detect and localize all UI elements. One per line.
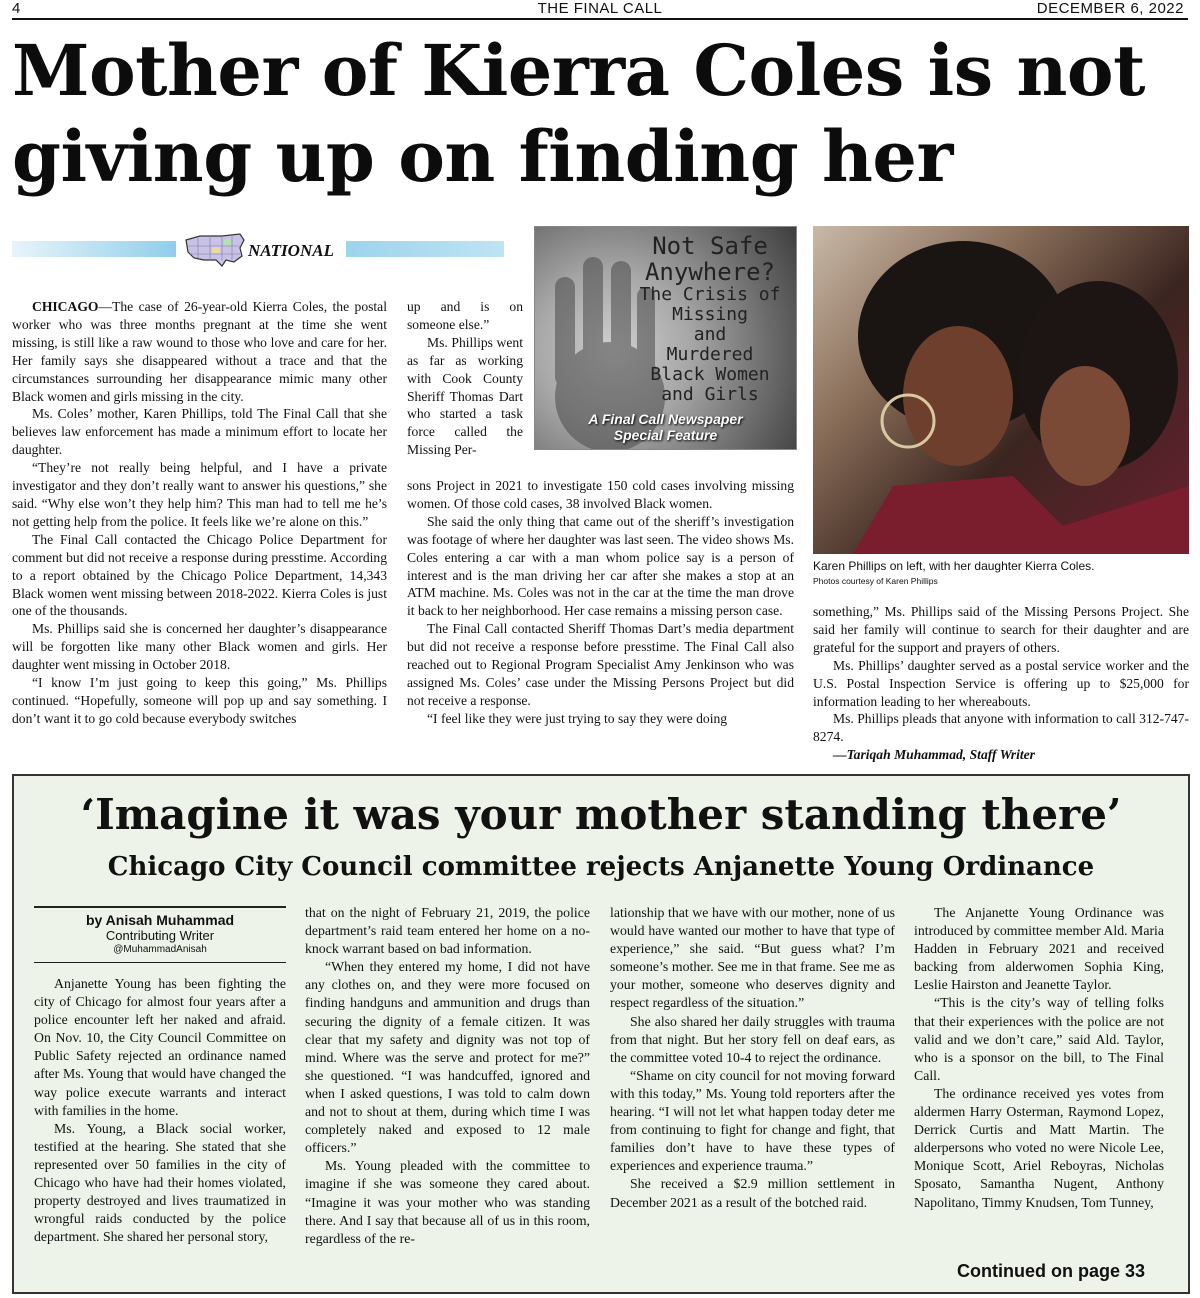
- story2-paragraph: Ms. Young pleaded with the committee to imagine if she was someone they cared about. “Imagine it was your mother who was standing there. And I say that because all of us in this room, regardless of the re-: [305, 1158, 590, 1246]
- story1-paragraph: “I feel like they were just trying to say they were doing: [427, 710, 728, 726]
- main-headline: Mother of Kierra Coles is not giving up on finding her: [12, 29, 1145, 198]
- story2-column-1: [34, 975, 286, 1246]
- story1-paragraph: The Final Call contacted Sheriff Thomas Dart’s media department but did not receive a response before presstime. The Final Call also reached out to Regional Program Specialist Amy Jenkinson who was assigned Ms. Coles’ case under the Missing Persons Project but did not receive a response.: [407, 621, 794, 708]
- story1-paragraph: The Final Call contacted the Chicago Police Department for comment but did not receive a response during presstime. According to a report obtained by the Chicago Police Department, 14,343 Black women went missing between 2018-2022. Kierra Coles is just one of the thousands.: [12, 531, 387, 619]
- story2-paragraph: lationship that we have with our mother, none of us would have wanted our mother to have that type of experience,” she said. “But guess what? I’m someone’s mother. See me in that frame. See me as your mother, someone who deserves dignity and respect regardless of the situation.”: [610, 905, 895, 1011]
- feature-title-line: Anywhere?: [644, 258, 776, 286]
- page-number: 4: [12, 0, 21, 17]
- byline-rule: [34, 962, 286, 963]
- byline-role: Contributing Writer: [105, 928, 215, 943]
- story2-paragraph: Ms. Young, a Black social worker, testified at the hearing. She stated that she represented over 50 families in the city of Chicago who have had their homes violated, property destroyed and lives traumatized in wrongful raids conducted by the police department. She shared her personal story,: [34, 1120, 286, 1245]
- feature-subtitle: [535, 411, 796, 443]
- story2-subhead: Chicago City Council committee rejects Anjanette Young Ordinance: [107, 852, 1095, 882]
- story1-column-1: [12, 298, 387, 728]
- photo-caption: Karen Phillips on left, with her daughter Kierra Coles.: [813, 559, 1095, 573]
- story1-paragraph: “They’re not really being helpful, and I have a private investigator and they don’t really want to answer his questions,” she said. “Why else won’t they help him? This man had to tell me he’s not getting help from the police. It feels like we’re alone on this.”: [12, 460, 387, 529]
- feature-title-line: The Crisis of: [639, 284, 781, 305]
- story1-column-2: [407, 477, 794, 728]
- story2-paragraph: She received a $2.9 million settlement in December 2021 as a result of the botched raid.: [610, 1176, 895, 1210]
- story1-signoff: —Tariqah Muhammad, Staff Writer: [833, 747, 1035, 763]
- story1-paragraph: something,” Ms. Phillips said of the Missing Persons Project. She said her family will continue to search for their daughter and are grateful for the support and prayers of others.: [813, 604, 1189, 655]
- section-label: NATIONAL: [248, 241, 334, 260]
- photo-credit: Photos courtesy of Karen Phillips: [813, 576, 938, 586]
- publication-name: THE FINAL CALL: [537, 0, 663, 17]
- top-rule: [12, 18, 1188, 20]
- feature-subtitle-line: A Final Call Newspaper: [588, 411, 743, 427]
- story2-column-3: [610, 904, 895, 1212]
- feature-title-line: Missing: [672, 304, 748, 325]
- story1-lead-text: —The case of 26-year-old Kierra Coles, the postal worker who was three months pregnant at the time she went missing, is still like a raw wound to those who love and care for her. Her family says she disappeared without a trace and that the circumstances surrounding her disappearance mimic many other Black women and girls missing in the city.: [12, 299, 387, 404]
- story1-paragraph: Ms. Phillips pleads that anyone with information to call 312-747-8274.: [813, 711, 1189, 745]
- feature-title-line: and Girls: [661, 384, 759, 405]
- story1-paragraph: sons Project in 2021 to investigate 150 cold cases involving missing women. Of those cold cases, 38 involved Black women.: [407, 478, 794, 511]
- story2-paragraph: “Shame on city council for not moving forward with this today,” Ms. Young told reporters after the hearing. “I will not let what happen today deter me from continuing to fight for change and fight, that families don’t have to have these types of experiences and experience trauma.”: [610, 1067, 895, 1174]
- feature-title-line: Black Women: [650, 364, 770, 385]
- story2-column-2: [305, 904, 590, 1248]
- story2-paragraph: The Anjanette Young Ordinance was introduced by committee member Ald. Maria Hadden in February 2021 and received backing from alderwomen Sophia King, Leslie Hairston and Jeanette Taylor.: [914, 905, 1164, 993]
- story2-paragraph: Anjanette Young has been fighting the city of Chicago for almost four years after a police encounter left her naked and afraid. On Nov. 10, the City Council Committee on Public Safety rejected an ordinance named after Ms. Young that would have changed the way police execute warrants and interact with families in the home.: [34, 976, 286, 1118]
- story1-paragraph: “I know I’m just going to keep this going,” Ms. Phillips continued. “Hopefully, someone will pop up and say something. I don’t want it to go cold because everybody switches: [12, 675, 387, 726]
- story1-paragraph: She said the only thing that came out of the sheriff’s investigation was footage of where her daughter was last seen. The video shows Ms. Coles entering a car with a man whom police say is a person of interest and is the man driving her car after she makes a stop at an ATM machine. Ms. Coles was not in the car at the time the man drove it back to her neighborhood. Her case remains a missing person case.: [407, 513, 794, 619]
- story1-paragraph: Ms. Phillips’ daughter served as a postal service worker and the U.S. Postal Inspection Service is offering up to $25,000 for information leading to her whereabouts.: [813, 657, 1189, 709]
- feature-title-line: and: [693, 324, 727, 345]
- story2-headline: ‘Imagine it was your mother standing there’: [80, 790, 1122, 839]
- story1-column-3: [813, 603, 1189, 764]
- story1-paragraph: Ms. Phillips said she is concerned her daughter’s disappearance will be forgotten like many other Black women and girls. Her daughter went missing in October 2018.: [12, 621, 387, 673]
- feature-subtitle-line: Special Feature: [613, 427, 718, 443]
- story1-paragraph: up and is on someone else.”: [407, 299, 523, 332]
- continued-on-link[interactable]: Continued on page 33: [957, 1261, 1146, 1281]
- portrait-illustration: [813, 226, 1189, 554]
- story2-paragraph: that on the night of February 21, 2019, the police department’s raid team entered her home on a no-knock warrant based on bad information.: [305, 905, 590, 957]
- feature-title-line: Not Safe: [652, 232, 768, 260]
- byline-author: by Anisah Muhammad: [85, 912, 235, 928]
- mother-daughter-photo: [813, 226, 1189, 554]
- story2-paragraph: “This is the city’s way of telling folks that their experiences with the police are not valid and we don’t care,” said Ald. Taylor, who is a sponsor on the bill, to The Final Call.: [914, 995, 1164, 1083]
- byline-handle: @MuhammadAnisah: [113, 944, 207, 955]
- story1-dateline: CHICAGO: [32, 299, 99, 314]
- story1-column-2-narrow: [407, 298, 523, 459]
- story1-paragraph: [12, 298, 387, 405]
- story2-column-4: [914, 904, 1164, 1212]
- story1-paragraph: Ms. Phillips went as far as working with Cook County Sheriff Thomas Dart who started a task force called the Missing Per-: [407, 334, 523, 458]
- feature-title-line: Murdered: [666, 344, 754, 365]
- byline: [34, 906, 286, 963]
- feature-title: [630, 233, 790, 405]
- story2-paragraph: The ordinance received yes votes from aldermen Harry Osterman, Raymond Lopez, Derrick Curtis and Matt Martin. The alderpersons who voted no were Nicole Lee, Monique Scott, Ariel Reboyras, Nicholas Sposato, Samantha Nugent, Anthony Napolitano, Timmy Knudsen, Tom Tunney,: [914, 1085, 1164, 1210]
- special-feature-image: [534, 226, 797, 450]
- story2-paragraph: She also shared her daily struggles with trauma from that night. But her story fell on deaf ears, as the committee voted 10-4 to reject the ordinance.: [610, 1013, 895, 1065]
- us-map-icon: [182, 230, 248, 268]
- issue-date: DECEMBER 6, 2022: [1036, 0, 1184, 17]
- story1-paragraph: Ms. Coles’ mother, Karen Phillips, told The Final Call that she believes law enforcement has made a minimum effort to locate her daughter.: [12, 406, 387, 458]
- story2-paragraph: “When they entered my home, I did not have any clothes on, and they were more focused on finding handguns and ammunition and drugs than securing the dignity of a female citizen. It was clear that my safety and dignity was not top of mind. Where was the serve and protect for me?” she questioned. “I was handcuffed, ignored and when I asked questions, I was told to calm down and not to shout at them, during which time I was completely naked and exposed to 12 male officers.”: [305, 959, 590, 1156]
